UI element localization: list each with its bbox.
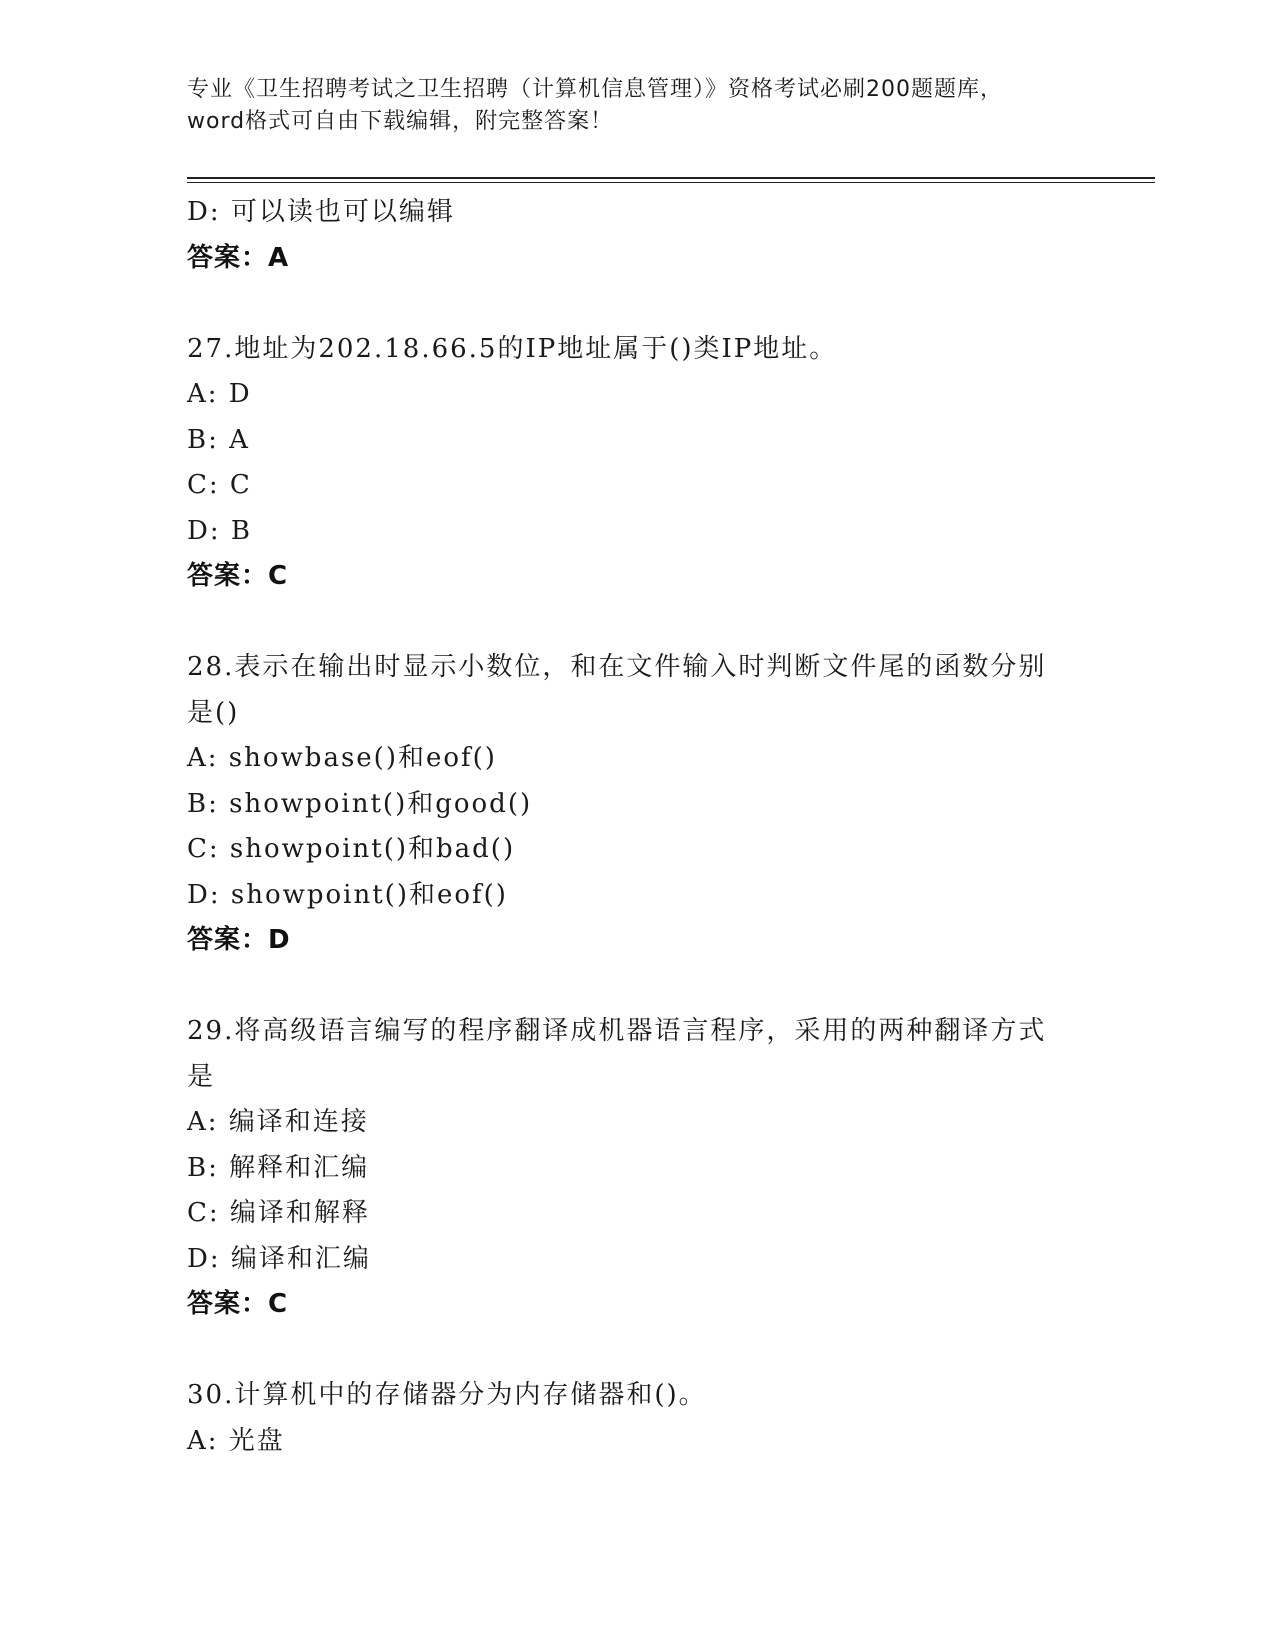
answer-line: 答案：C: [187, 561, 289, 591]
answer-line: 答案：A: [187, 242, 290, 273]
header-divider-thick: [187, 177, 1155, 179]
question-stem: 30.计算机中的存储器分为内存储器和()。: [187, 1380, 707, 1410]
header-line-2: word格式可自由下载编辑，附完整答案！: [187, 109, 614, 134]
spacer: [187, 600, 1087, 646]
option-b: B: showpoint()和good(): [187, 788, 533, 819]
question-block-28: [187, 645, 1087, 964]
option-a: A: 光盘: [187, 1425, 285, 1456]
option-d: D: B: [187, 515, 252, 546]
header-line-1: 专业《卫生招聘考试之卫生招聘（计算机信息管理）》资格考试必刷200题题库，: [187, 77, 1003, 102]
option-d: D: 可以读也可以编辑: [187, 197, 455, 227]
option-c: C: showpoint()和bad(): [187, 834, 516, 864]
header-divider-thin: [187, 182, 1155, 183]
option-d: D: 编译和汇编: [187, 1243, 371, 1274]
question-block-26: [187, 190, 1087, 281]
question-stem: 28.表示在输出时显示小数位，和在文件输入时判断文件尾的函数分别: [187, 652, 1047, 682]
spacer: [187, 1328, 1087, 1374]
option-b: B: 解释和汇编: [187, 1152, 370, 1183]
option-a: A: 编译和连接: [187, 1107, 369, 1137]
option-c: C: C: [187, 470, 252, 500]
question-stem: 27.地址为202.18.66.5的IP地址属于()类IP地址。: [187, 333, 838, 364]
question-block-29: [187, 1009, 1087, 1328]
answer-line: 答案：C: [187, 1289, 289, 1319]
option-a: A: D: [187, 379, 252, 409]
option-c: C: 编译和解释: [187, 1198, 370, 1228]
spacer: [187, 964, 1087, 1010]
spacer: [187, 281, 1087, 327]
question-block-27: [187, 327, 1087, 600]
page-header: [187, 74, 1087, 138]
option-b: B: A: [187, 424, 250, 455]
question-content: [187, 190, 1087, 1464]
answer-line: 答案：D: [187, 925, 291, 955]
question-stem-continued: 是: [187, 1061, 216, 1092]
question-stem: 29.将高级语言编写的程序翻译成机器语言程序，采用的两种翻译方式: [187, 1016, 1047, 1046]
option-a: A: showbase()和eof(): [187, 743, 497, 773]
option-d: D: showpoint()和eof(): [187, 879, 508, 910]
question-stem-continued: 是(): [187, 697, 240, 728]
question-block-30: [187, 1373, 1087, 1464]
